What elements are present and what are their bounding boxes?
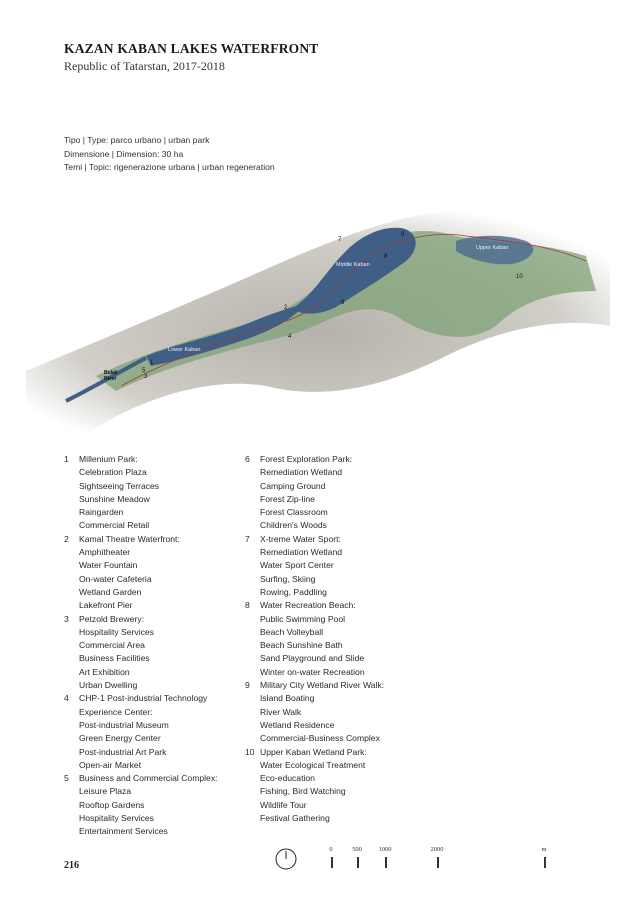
legend-number: 7 — [245, 533, 250, 544]
legend-item: Rooftop Gardens — [79, 799, 145, 810]
legend-item: Commercial-Business Complex — [260, 733, 380, 744]
legend-number: 4 — [64, 693, 69, 704]
legend-item: On-water Cafeteria — [79, 573, 152, 584]
legend-heading: Military City Wetland River Walk: — [260, 680, 385, 691]
legend-item: Children's Woods — [260, 520, 327, 531]
legend-group-1 — [64, 453, 218, 533]
legend-item: Green Energy Center — [79, 733, 161, 744]
legend-item: Camping Ground — [260, 480, 326, 491]
type-line: Tipo | Type: parco urbano | urban park — [64, 135, 210, 145]
legend-item: Post-industrial Art Park — [79, 746, 167, 757]
bulak-label-line2: River — [104, 376, 117, 382]
legend-heading: X-treme Water Sport: — [260, 533, 341, 544]
bulak-label-line1: Bulak — [104, 370, 118, 376]
upper-kaban-label: Upper Kaban — [476, 245, 509, 251]
scale-label: 1000 — [378, 846, 392, 853]
legend-column-right — [245, 453, 384, 825]
legend-item: Open-air Market — [79, 759, 142, 770]
legend-item: Wildlife Tour — [260, 799, 307, 810]
zone-marker-6: 6 — [341, 300, 345, 306]
legend-group-3 — [64, 613, 218, 693]
legend-item: Remediation Wetland — [260, 467, 343, 478]
scale-bar — [325, 846, 555, 872]
legend-number: 1 — [64, 454, 69, 464]
scale-label: 2000 — [430, 846, 444, 853]
legend-number: 8 — [245, 600, 250, 611]
legend-item: Raingarden — [79, 507, 124, 518]
legend-heading: CHP-1 Post-industrial Technology — [79, 693, 208, 704]
legend-item: Leisure Plaza — [79, 786, 132, 797]
legend-item: Sand Playground and Slide — [260, 653, 365, 664]
legend-item: Festival Gathering — [260, 813, 330, 824]
scale-label: 500 — [352, 846, 362, 853]
legend-column-left — [64, 453, 218, 839]
legend-number: 3 — [64, 613, 69, 624]
page-title: KAZAN KABAN LAKES WATERFRONT — [64, 41, 319, 56]
legend-number: 10 — [245, 746, 255, 757]
zone-marker-5: 5 — [142, 368, 146, 374]
legend-item: Commercial Area — [79, 640, 145, 651]
scale-label: m — [541, 846, 547, 853]
legend-item: Experience Center: — [79, 706, 153, 717]
legend-item: Commercial Retail — [79, 520, 150, 531]
legend-item: Entertainment Services — [79, 826, 168, 837]
zone-marker-9: 9 — [401, 232, 405, 238]
legend-item: Art Exhibition — [79, 666, 130, 677]
legend-item: Sunshine Meadow — [79, 493, 150, 504]
legend-heading: Kamal Theatre Waterfront: — [79, 533, 180, 544]
legend-group-6 — [245, 453, 384, 533]
legend-number: 2 — [64, 533, 69, 544]
middle-kaban-label: Middle Kaban — [336, 262, 370, 268]
legend-group-8 — [245, 599, 384, 679]
page-number: 216 — [64, 860, 79, 871]
scale-tick — [437, 857, 439, 868]
site-plan-map — [26, 196, 610, 434]
scale-tick — [544, 857, 546, 868]
legend-heading: Forest Exploration Park: — [260, 454, 353, 464]
legend-item: Beach Sunshine Bath — [260, 640, 343, 651]
zone-marker-8: 8 — [384, 254, 388, 260]
zone-marker-4: 4 — [288, 334, 292, 340]
legend-item: Post-industrial Museum — [79, 719, 169, 730]
scale-tick — [331, 857, 333, 868]
zone-marker-1: 1 — [150, 360, 154, 366]
page-subtitle: Republic of Tatarstan, 2017-2018 — [64, 59, 225, 73]
legend-item: Hospitality Services — [79, 813, 154, 824]
legend-item: Wetland Garden — [79, 586, 142, 597]
legend-group-2 — [64, 533, 218, 613]
legend-item: River Walk — [260, 706, 302, 717]
legend-item: Remediation Wetland — [260, 547, 343, 558]
legend-item: Winter on-water Recreation — [260, 666, 365, 677]
legend-item: Water Sport Center — [260, 560, 334, 571]
legend-item: Hospitality Services — [79, 626, 154, 637]
project-meta — [64, 134, 275, 175]
legend-item: Fishing, Bird Watching — [260, 786, 346, 797]
scale-label: 0 — [329, 846, 333, 853]
legend-group-7 — [245, 533, 384, 599]
legend-heading: Upper Kaban Wetland Park: — [260, 746, 367, 757]
legend-item: Business Facilities — [79, 653, 150, 664]
legend-item: Water Ecological Treatment — [260, 759, 366, 770]
scale-tick — [385, 857, 387, 868]
legend-number: 9 — [245, 680, 250, 691]
dimension-line: Dimensione | Dimension: 30 ha — [64, 148, 184, 159]
legend-item: Urban Dwelling — [79, 680, 138, 691]
legend-item: Island Boating — [260, 693, 315, 704]
legend-item: Public Swimming Pool — [260, 613, 346, 624]
north-arrow-icon — [275, 848, 297, 870]
legend-item: Surfing, Skiing — [260, 573, 316, 584]
legend-item: Rowing, Paddling — [260, 586, 327, 597]
legend-group-4 — [64, 692, 218, 772]
legend-item: Wetland Residence — [260, 719, 335, 730]
legend-item: Sightseeing Terraces — [79, 480, 160, 491]
legend-heading: Business and Commercial Complex: — [79, 773, 218, 784]
topic-line: Temi | Topic: rigenerazione urbana | urban regeneration — [64, 162, 275, 172]
zone-marker-2: 2 — [284, 305, 288, 311]
zone-marker-7: 7 — [338, 237, 342, 243]
legend-number: 6 — [245, 454, 250, 464]
legend-heading: Millenium Park: — [79, 454, 138, 464]
lower-kaban-label: Lower Kaban — [168, 347, 201, 353]
legend-item: Celebration Plaza — [79, 467, 147, 478]
legend-heading: Water Recreation Beach: — [260, 600, 356, 611]
legend-item: Forest Zip-line — [260, 493, 315, 504]
scale-tick — [357, 857, 359, 868]
legend-group-9 — [245, 679, 384, 745]
legend-item: Eco-education — [260, 773, 315, 784]
zone-marker-3: 3 — [144, 374, 148, 380]
legend-item: Water Fountain — [79, 560, 138, 571]
legend-item: Forest Classroom — [260, 507, 328, 518]
legend-number: 5 — [64, 773, 69, 784]
legend-item: Beach Volleyball — [260, 626, 324, 637]
legend-heading: Petzold Brewery: — [79, 613, 144, 624]
legend-group-10 — [245, 746, 384, 826]
legend-item: Amphitheater — [79, 547, 131, 558]
legend-group-5 — [64, 772, 218, 838]
zone-marker-10: 10 — [516, 274, 523, 280]
legend-item: Lakefront Pier — [79, 600, 133, 611]
